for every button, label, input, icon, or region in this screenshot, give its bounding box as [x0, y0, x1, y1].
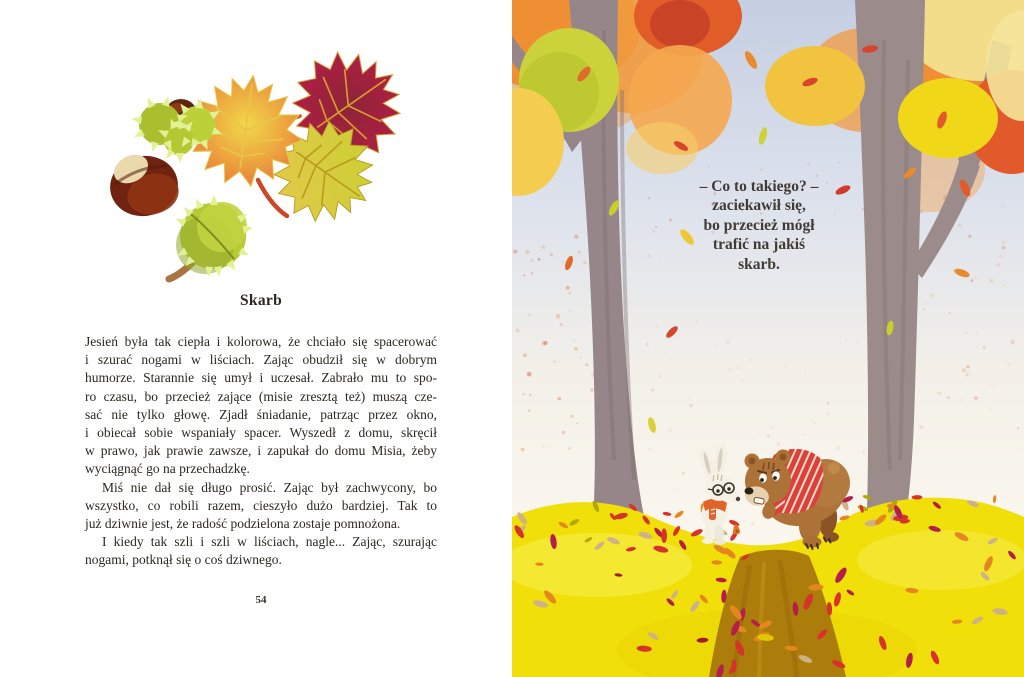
caption-line: zaciekawił się, [712, 197, 806, 215]
text-line: i obiecał sobie wspaniały spacer. Wyszedł z domu, skręcił [85, 425, 437, 441]
page-number: 54 [255, 594, 267, 606]
text-line: nogami, potknął się o coś dziwnego. [85, 552, 282, 568]
text-line: w prawo, jak prawie zawsze, i zapukał do domu Misia, żeby [85, 443, 437, 459]
page-title: Skarb [240, 292, 282, 309]
text-line: sać nie tylko głowę. Zjadł śniadanie, patrząc przez okno, [85, 406, 437, 422]
rabbit-nose [736, 497, 740, 501]
bear-nose [745, 488, 754, 495]
text-line: Jesień była tak ciepła i kolorowa, że chciało się spacerować [85, 334, 437, 349]
text-line: wszystko, co robili razem, cieszyło dużo bardziej. Tak to [85, 497, 437, 513]
caption-line: skarb. [738, 255, 780, 273]
body-text [85, 333, 437, 570]
caption [616, 177, 902, 274]
spiky-chestnut-husk [169, 195, 254, 279]
text-line: wyciągnąć go na przechadzkę. [85, 461, 250, 477]
text-line: i szurać nogami w liściach. Zając obudził się w dobrym [85, 352, 437, 368]
chestnut [105, 149, 183, 221]
forest-scene-illustration [512, 0, 1024, 677]
text-line: I kiedy tak szli i szli w liściach, nagle... Zając, szurając [102, 534, 437, 550]
caption-line: – Co to takiego? – [699, 178, 819, 195]
right-page [512, 0, 1024, 677]
text-line: Miś nie dał się długo prosić. Zając był zachwycony, bo [102, 479, 437, 495]
text-line: ro czasu, bo przecież zające (misie zresztą też) muszą cze- [85, 388, 437, 404]
autumn-leaves-illustration [93, 36, 427, 290]
caption-line: trafić na jakiś [712, 236, 806, 254]
text-line: humorze. Starannie się umył i uczesał. Zabrało mu to spo- [85, 370, 437, 386]
text-line: już dziwnie jest, że radość podzielona zostaje pomnożona. [85, 516, 401, 532]
caption-line: bo przecież mógł [703, 216, 815, 234]
